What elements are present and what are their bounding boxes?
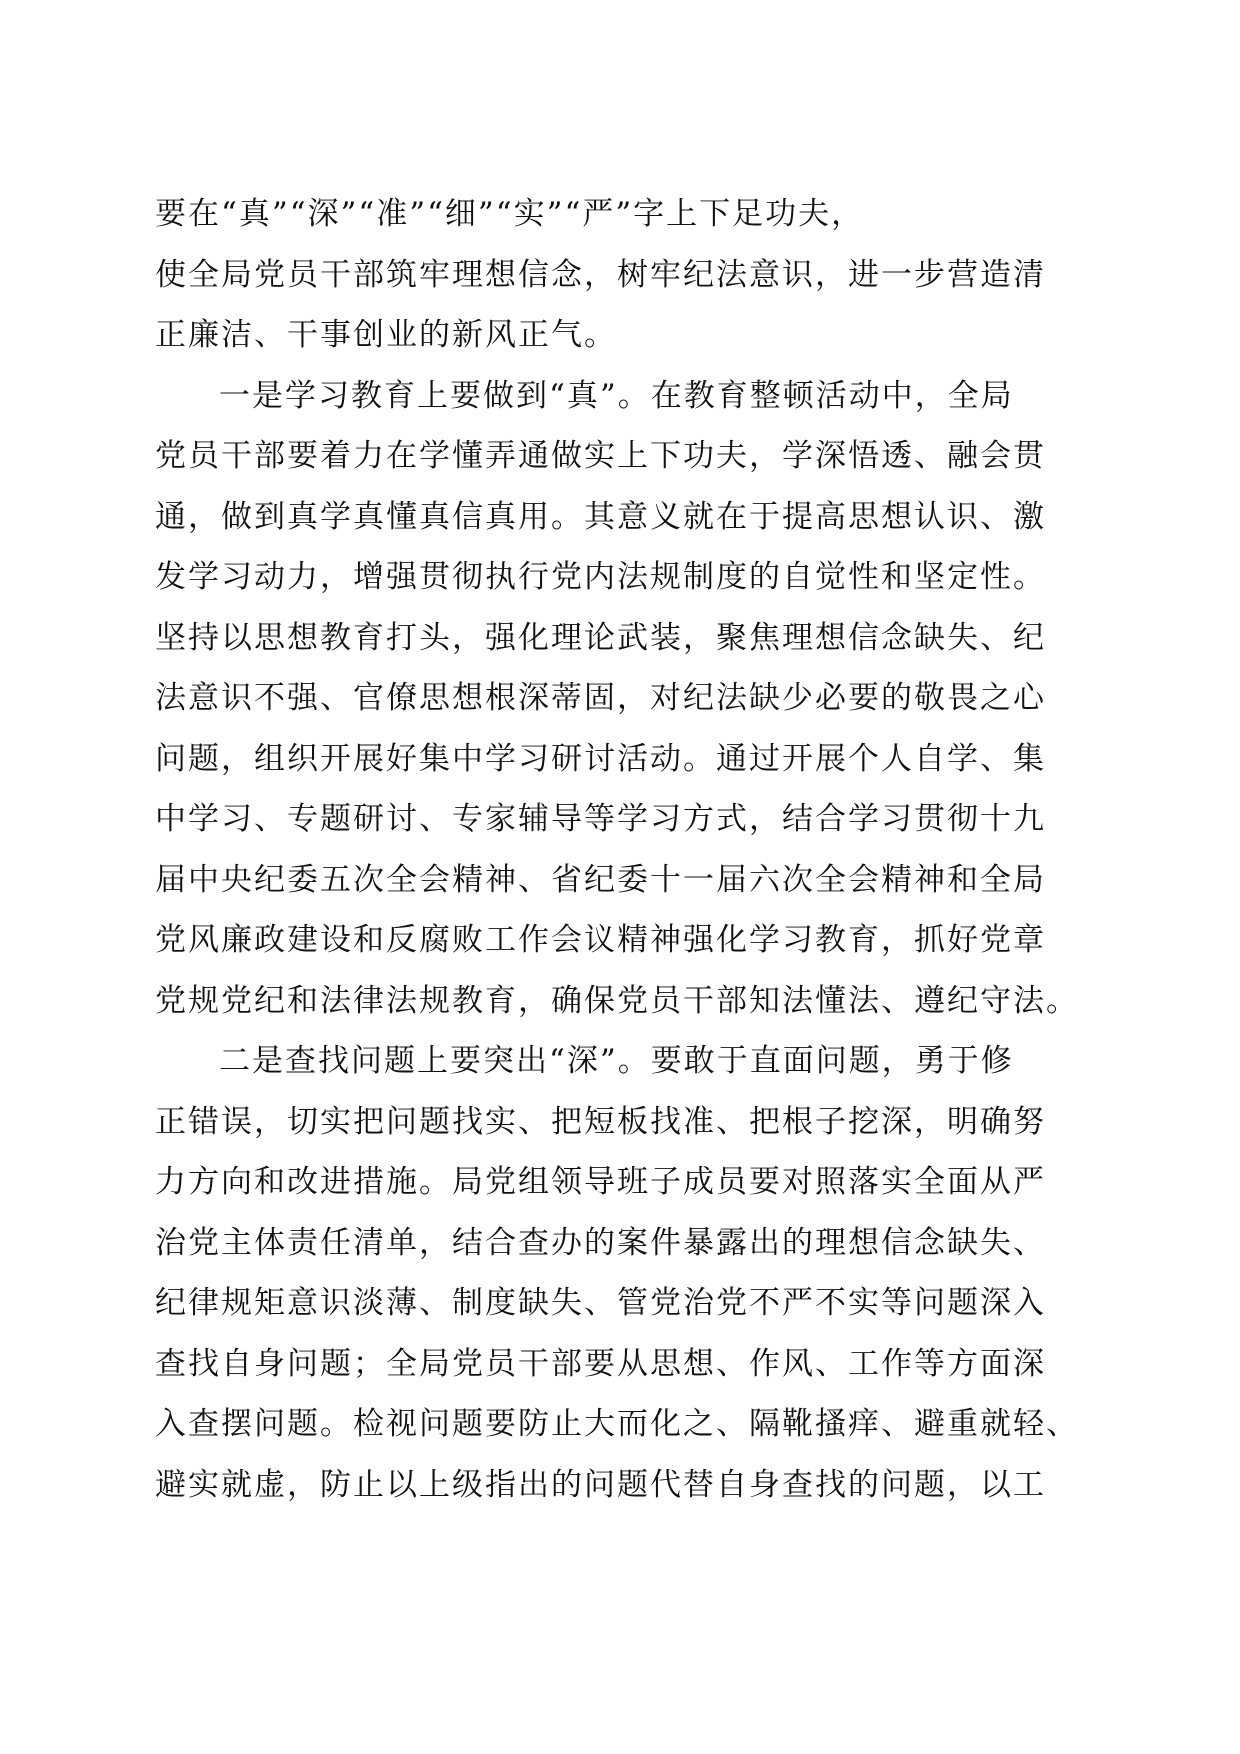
text-line: 法意识不强、官僚思想根深蒂固，对纪法缺少必要的敬畏之心 [155, 680, 1046, 716]
text-line: 届中央纪委五次全会精神、省纪委十一届六次全会精神和全局 [155, 861, 1046, 898]
text-line: 治党主体责任清单，结合查办的案件暴露出的理想信念缺失、 [155, 1224, 1046, 1261]
text-line: 纪律规矩意识淡薄、制度缺失、管党治党不严不实等问题深入 [155, 1285, 1046, 1321]
text-line: 二是查找问题上要突出“深”。要敢于直面问题，勇于修 [219, 1043, 1014, 1079]
text-line: 党风廉政建设和反腐败工作会议精神强化学习教育，抓好党章 [155, 922, 1046, 958]
body-text [155, 184, 1079, 1515]
text-line: 正错误，切实把问题找实、把短板找准、把根子挖深，明确努 [155, 1103, 1046, 1140]
text-line: 问题，组织开展好集中学习研讨活动。通过开展个人自学、集 [155, 740, 1046, 777]
text-line: 党员干部要着力在学懂弄通做实上下功夫，学深悟透、融会贯 [155, 438, 1046, 474]
text-line: 入查摆问题。检视问题要防止大而化之、隔靴搔痒、避重就轻、 [155, 1406, 1079, 1442]
text-line: 力方向和改进措施。局党组领导班子成员要对照落实全面从严 [155, 1164, 1046, 1200]
text-line: 通，做到真学真懂真信真用。其意义就在于提高思想认识、激 [155, 498, 1046, 535]
text-line: 要在“真”“深”“准”“细”“实”“严”字上下足功夫， [155, 196, 865, 232]
text-line: 正廉洁、干事创业的新风正气。 [155, 317, 617, 353]
text-line: 坚持以思想教育打头，强化理论武装，聚焦理想信念缺失、纪 [155, 619, 1046, 656]
text-line: 使全局党员干部筑牢理想信念，树牢纪法意识，进一步营造清 [155, 256, 1046, 293]
text-line: 党规党纪和法律法规教育，确保党员干部知法懂法、遵纪守法。 [155, 982, 1079, 1019]
text-line: 中学习、专题研讨、专家辅导等学习方式，结合学习贯彻十九 [155, 801, 1046, 837]
text-line: 查找自身问题；全局党员干部要从思想、作风、工作等方面深 [155, 1345, 1046, 1382]
text-line: 一是学习教育上要做到“真”。在教育整顿活动中，全局 [219, 377, 1014, 414]
text-line: 避实就虚，防止以上级指出的问题代替自身查找的问题，以工 [155, 1466, 1046, 1503]
text-line: 发学习动力，增强贯彻执行党内法规制度的自觉性和坚定性。 [155, 559, 1046, 595]
